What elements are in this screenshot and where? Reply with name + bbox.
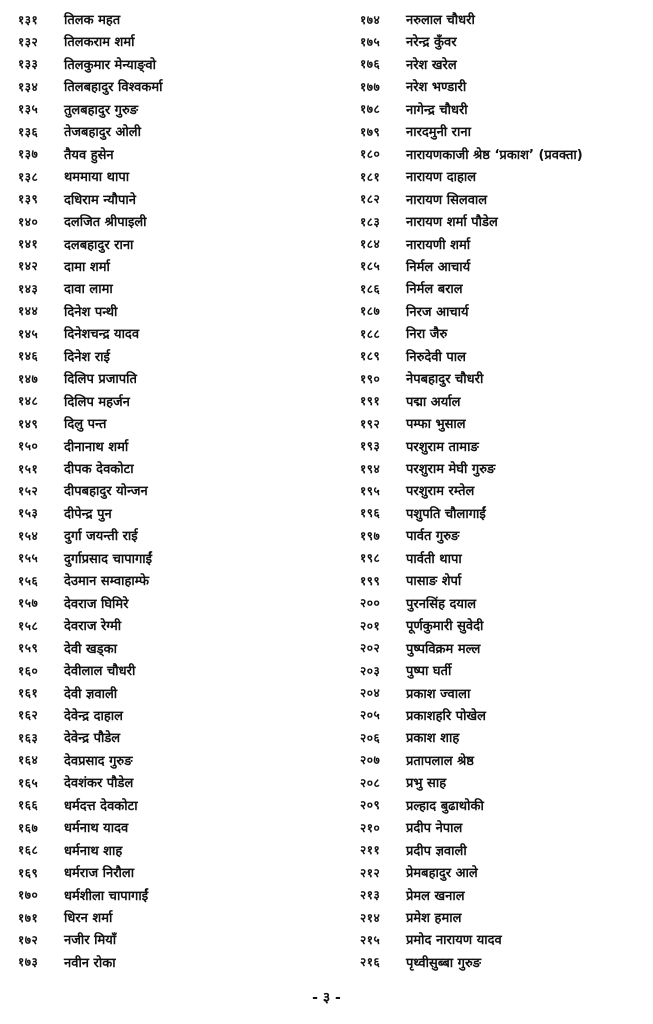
list-item — [360, 524, 459, 546]
entry-number: १३३ — [18, 57, 39, 72]
entry-name: नागेन्द्र चौधरी — [406, 102, 468, 118]
list-item — [18, 884, 148, 906]
entry-name: नारायण दाहाल — [406, 170, 477, 186]
entry-name: परशुराम रम्तेल — [406, 484, 475, 500]
list-item — [360, 592, 476, 614]
entry-number: १४१ — [18, 237, 39, 251]
entry-name: दिलु पन्त — [64, 417, 107, 433]
entry-number: १८४ — [360, 237, 381, 251]
list-item — [18, 637, 117, 659]
entry-name: देवेन्द्र दाहाल — [64, 708, 123, 724]
entry-number: १४२ — [18, 259, 39, 274]
entry-name: दलबहादुर राना — [64, 237, 134, 253]
list-item — [18, 345, 110, 367]
list-item — [360, 412, 466, 434]
entry-number: १६३ — [18, 730, 39, 745]
list-item — [360, 704, 486, 726]
list-item — [18, 322, 139, 344]
entry-name: पृथ्वीसुब्बा गुरुङ — [406, 955, 482, 971]
entry-name: प्रभु साह — [406, 776, 447, 792]
entry-name: नरेन्द्र कुँवर — [406, 35, 457, 51]
entry-name: निरुदेवी पाल — [406, 349, 466, 365]
entry-name: निर्मल आचार्य — [406, 259, 471, 275]
list-item — [18, 300, 117, 322]
list-item — [360, 906, 461, 928]
list-item — [360, 53, 457, 75]
entry-name: दिलिप महर्जन — [64, 394, 130, 410]
entry-number: १५१ — [18, 461, 39, 476]
entry-name: दधिराम न्यौपाने — [64, 192, 136, 208]
list-item — [360, 322, 447, 344]
entry-number: १९५ — [360, 483, 381, 498]
list-item — [18, 614, 121, 636]
entry-number: १७७ — [360, 79, 381, 94]
entry-number: १७६ — [360, 57, 381, 72]
entry-name: दिनेश पन्थी — [64, 304, 118, 320]
entry-name: प्रमोद नारायण यादव — [406, 933, 502, 949]
entry-number: १५२ — [18, 483, 39, 498]
list-item — [18, 53, 156, 75]
entry-name: निरा जैरु — [406, 327, 448, 343]
entry-name: देवी ज्ञवाली — [64, 686, 118, 702]
entry-name: नरेश भण्डारी — [406, 80, 467, 96]
entry-number: २१५ — [360, 932, 381, 947]
list-item — [360, 345, 466, 367]
entry-name: देउमान सम्वाहाम्फे — [64, 574, 149, 590]
list-item — [360, 659, 451, 681]
list-item — [360, 569, 461, 591]
entry-number: १७२ — [18, 932, 39, 947]
entry-name: देवशंकर पौडेल — [64, 776, 134, 792]
entry-number: २१६ — [360, 955, 381, 970]
entry-name: दलजित श्रीपाइली — [64, 215, 147, 231]
entry-number: १९१ — [360, 394, 381, 409]
list-item — [18, 592, 129, 614]
list-item — [18, 277, 113, 299]
list-item — [18, 98, 138, 120]
list-item — [360, 233, 470, 255]
list-item — [360, 30, 457, 52]
entry-name: पार्वत गुरुङ — [406, 529, 460, 545]
list-item — [18, 906, 112, 928]
entry-name: दावा लामा — [64, 282, 113, 298]
entry-name: पशुपति चौलागाईं — [406, 506, 486, 522]
list-item — [360, 884, 465, 906]
list-item — [360, 457, 495, 479]
entry-name: तुलबहादुर गुरुङ — [64, 102, 139, 118]
entry-number: १८१ — [360, 169, 381, 184]
entry-name: धर्मनाथ यादव — [64, 821, 129, 837]
list-item — [360, 502, 486, 524]
entry-name: दीपक देवकोटा — [64, 462, 134, 477]
entry-number: १४३ — [18, 281, 39, 296]
list-item — [360, 839, 467, 861]
list-item — [18, 412, 106, 434]
entry-name: दुर्गाप्रसाद चापागाईं — [64, 551, 153, 567]
list-item — [360, 951, 481, 973]
entry-number: १३६ — [18, 124, 39, 139]
entry-name: धर्मनाथ शाह — [64, 843, 123, 859]
entry-number: २०१ — [360, 618, 381, 633]
list-item — [18, 233, 133, 255]
entry-name: नजीर मियाँ — [64, 933, 117, 949]
entry-name: थममाया थापा — [64, 170, 130, 186]
entry-number: १३५ — [18, 102, 39, 117]
entry-number: १७८ — [360, 102, 381, 117]
entry-name: दीपेन्द्र पुन — [64, 506, 112, 522]
entry-number: १३१ — [18, 12, 39, 27]
list-item — [18, 188, 136, 210]
list-item — [18, 30, 135, 52]
list-item — [360, 143, 583, 165]
list-item — [18, 951, 116, 973]
list-item — [18, 726, 120, 748]
entry-name: पम्फा भुसाल — [406, 417, 466, 433]
entry-number: १५७ — [18, 596, 39, 611]
list-item — [18, 502, 112, 524]
list-item — [360, 255, 470, 277]
list-item — [18, 749, 133, 771]
entry-name: प्रेमल खनाल — [406, 888, 465, 904]
list-item — [18, 771, 133, 793]
entry-name: नारायण शर्मा पौडेल — [406, 215, 498, 231]
entry-number: १६९ — [18, 865, 39, 880]
list-item — [360, 479, 474, 501]
entry-name: देवी खड्का — [64, 641, 117, 657]
entry-name: प्रतापलाल श्रेष्ठ — [406, 753, 474, 769]
entry-name: निरज आचार्य — [406, 304, 469, 320]
entry-number: १४४ — [18, 304, 39, 319]
entry-name: धर्मराज निरौला — [64, 866, 135, 882]
entry-number: १६८ — [18, 843, 39, 858]
entry-number: २०५ — [360, 708, 381, 723]
entry-number: १३७ — [18, 147, 39, 162]
entry-name: धिरन शर्मा — [64, 911, 113, 926]
entry-name: धर्मशीला चापागाईं — [64, 888, 149, 904]
entry-number: १८३ — [360, 214, 381, 229]
entry-number: १३९ — [18, 192, 39, 207]
entry-name: दुर्गा जयन्ती राई — [64, 529, 138, 545]
entry-name: तिलकराम शर्मा — [64, 35, 135, 51]
entry-name: दामा शर्मा — [64, 259, 110, 275]
list-item — [360, 749, 474, 771]
list-item — [18, 524, 138, 546]
entry-name: नरेश खरेल — [406, 57, 457, 73]
entry-number: १३८ — [18, 169, 39, 184]
entry-number: २१४ — [360, 910, 381, 925]
list-item — [18, 816, 128, 838]
list-item — [360, 861, 478, 883]
entry-name: दिनेशचन्द्र यादव — [64, 327, 140, 343]
entry-number: १७९ — [360, 124, 381, 139]
entry-number: १८५ — [360, 259, 381, 274]
list-item — [360, 277, 463, 299]
entry-name: देवराज रेग्मी — [64, 619, 122, 635]
list-item — [360, 98, 468, 120]
list-item — [360, 120, 471, 142]
entry-name: पूर्णकुमारी सुवेदी — [406, 619, 484, 635]
entry-number: १६१ — [18, 686, 39, 700]
entry-number: १८२ — [360, 192, 381, 207]
entry-number: १५८ — [18, 618, 39, 633]
list-item — [360, 188, 487, 210]
list-item — [18, 457, 134, 479]
entry-number: १७० — [18, 888, 39, 903]
entry-number: २०९ — [360, 798, 381, 813]
entry-number: १७१ — [18, 910, 39, 925]
list-item — [360, 435, 479, 457]
entry-name: पुरनसिंह दयाल — [406, 596, 477, 612]
entry-number: १५९ — [18, 641, 39, 656]
entry-name: निर्मल बराल — [406, 282, 463, 298]
entry-number: १८६ — [360, 281, 381, 296]
entry-number: १९२ — [360, 416, 381, 431]
entry-name: देवराज घिमिरे — [64, 596, 129, 612]
entry-number: २१२ — [360, 865, 381, 880]
list-item — [360, 726, 459, 748]
entry-number: १८९ — [360, 349, 381, 364]
list-item — [360, 637, 480, 659]
entry-number: २१३ — [360, 888, 381, 903]
list-item — [18, 165, 129, 187]
entry-name: नरुलाल चौधरी — [406, 13, 475, 28]
entry-name: प्रेमबहादुर आले — [406, 866, 478, 882]
list-item — [360, 794, 484, 816]
entry-number: १६७ — [18, 820, 39, 835]
entry-number: १३४ — [18, 79, 39, 94]
entry-number: १४७ — [18, 371, 39, 386]
page-number: - ३ - — [312, 990, 341, 1006]
entry-number: १९८ — [360, 551, 381, 566]
list-item — [18, 839, 122, 861]
entry-name: प्रमेश हमाल — [406, 911, 462, 926]
entry-number: १९० — [360, 371, 381, 386]
entry-number: १४९ — [18, 416, 39, 431]
entry-number: १९३ — [360, 439, 381, 454]
entry-number: १८७ — [360, 304, 381, 319]
list-item — [360, 547, 462, 569]
entry-name: देवीलाल चौधरी — [64, 664, 136, 680]
list-item — [18, 143, 114, 165]
entry-name: दीनानाथ शर्मा — [64, 439, 129, 455]
list-item — [18, 210, 147, 232]
list-item — [18, 479, 148, 501]
entry-number: १७३ — [18, 955, 39, 970]
entry-name: नेपबहादुर चौधरी — [406, 372, 484, 388]
entry-name: दिलिप प्रजापति — [64, 372, 137, 388]
entry-name: प्रदीप ज्ञवाली — [406, 843, 467, 859]
entry-number: १९४ — [360, 461, 381, 476]
list-item — [18, 547, 152, 569]
entry-number: १९६ — [360, 506, 381, 521]
list-item — [360, 928, 502, 950]
entry-name: दीपबहादुर योन्जन — [64, 484, 148, 500]
entry-number: २०६ — [360, 730, 381, 745]
entry-number: १५० — [18, 439, 39, 454]
entry-number: १६० — [18, 663, 39, 678]
entry-number: १७५ — [360, 34, 381, 49]
entry-name: नारायणकाजी श्रेष्ठ ‘प्रकाश’ (प्रवक्ता) — [406, 147, 583, 163]
entry-number: २०४ — [360, 686, 381, 700]
list-item — [360, 75, 466, 97]
list-item — [18, 390, 130, 412]
entry-name: परशुराम मेघी गुरुङ — [406, 462, 496, 477]
entry-number: १९९ — [360, 573, 381, 588]
entry-name: तिलक महत — [64, 13, 121, 28]
entry-name: पुष्पा घर्ती — [406, 664, 452, 680]
list-item — [18, 682, 117, 704]
entry-name: तेजबहादुर ओली — [64, 125, 141, 141]
entry-number: २०० — [360, 596, 381, 611]
entry-number: २०२ — [360, 641, 381, 656]
entry-number: १४८ — [18, 394, 39, 409]
list-item — [360, 210, 498, 232]
entry-name: प्रकाश ज्वाला — [406, 686, 471, 702]
list-item — [360, 8, 475, 30]
entry-number: २०३ — [360, 663, 381, 678]
list-item — [18, 659, 135, 681]
entry-number: १८० — [360, 147, 381, 162]
entry-name: पासाङ शेर्पा — [406, 574, 462, 590]
entry-name: प्रदीप नेपाल — [406, 821, 463, 837]
entry-number: १४० — [18, 214, 39, 229]
entry-number: १६२ — [18, 708, 39, 723]
entry-name: देवप्रसाद गुरुङ — [64, 753, 133, 769]
entry-number: १६६ — [18, 798, 39, 813]
entry-name: तिलकुमार मेन्याङ्वो — [64, 57, 156, 73]
entry-number: १३२ — [18, 34, 39, 49]
entry-number: १६५ — [18, 775, 39, 790]
list-item — [18, 435, 128, 457]
entry-number: २०७ — [360, 753, 381, 768]
entry-number: १५६ — [18, 573, 39, 588]
list-item — [360, 771, 446, 793]
entry-name: देवेन्द्र पौडेल — [64, 731, 121, 747]
entry-name: नारायण सिलवाल — [406, 192, 488, 208]
entry-name: प्रकाशहरि पोखेल — [406, 708, 486, 724]
list-item — [360, 614, 483, 636]
entry-number: १४५ — [18, 326, 39, 341]
list-item — [360, 682, 470, 704]
list-item — [360, 390, 460, 412]
entry-name: प्रकाश शाह — [406, 731, 460, 747]
entry-number: १५५ — [18, 551, 39, 566]
entry-name: प्रल्हाद बुढाथोकी — [406, 798, 484, 814]
entry-number: १७४ — [360, 12, 381, 27]
list-item — [360, 300, 469, 322]
entry-number: २११ — [360, 843, 381, 858]
entry-name: परशुराम तामाङ — [406, 439, 479, 455]
entry-name: पार्वती थापा — [406, 551, 462, 567]
entry-name: तिलबहादुर विश्वकर्मा — [64, 80, 163, 96]
entry-name: नवीन रोका — [64, 955, 116, 971]
list-item — [18, 794, 138, 816]
entry-name: नारदमुनी राना — [406, 125, 471, 141]
list-item — [18, 75, 163, 97]
entry-number: १५३ — [18, 506, 39, 521]
list-item — [360, 165, 476, 187]
entry-name: दिनेश राई — [64, 349, 110, 365]
entry-name: पद्मा अर्याल — [406, 394, 461, 410]
entry-number: २०८ — [360, 775, 381, 790]
list-item — [360, 367, 483, 389]
entry-number: १५४ — [18, 528, 39, 543]
entry-number: १४६ — [18, 349, 39, 364]
list-item — [18, 569, 149, 591]
entry-name: पुष्पविक्रम मल्ल — [406, 641, 481, 657]
list-item — [18, 704, 123, 726]
entry-number: १८८ — [360, 326, 381, 341]
list-item — [18, 8, 120, 30]
list-item — [360, 816, 462, 838]
list-item — [18, 861, 134, 883]
entry-name: धर्मदत्त देवकोटा — [64, 798, 138, 814]
entry-number: १६४ — [18, 753, 39, 768]
entry-name: तैयव हुसेन — [64, 147, 114, 163]
list-item — [18, 255, 110, 277]
entry-name: नारायणी शर्मा — [406, 237, 471, 253]
list-item — [18, 367, 137, 389]
list-item — [18, 120, 141, 142]
entry-number: १९७ — [360, 528, 381, 543]
entry-number: २१० — [360, 820, 381, 835]
list-item — [18, 928, 116, 950]
